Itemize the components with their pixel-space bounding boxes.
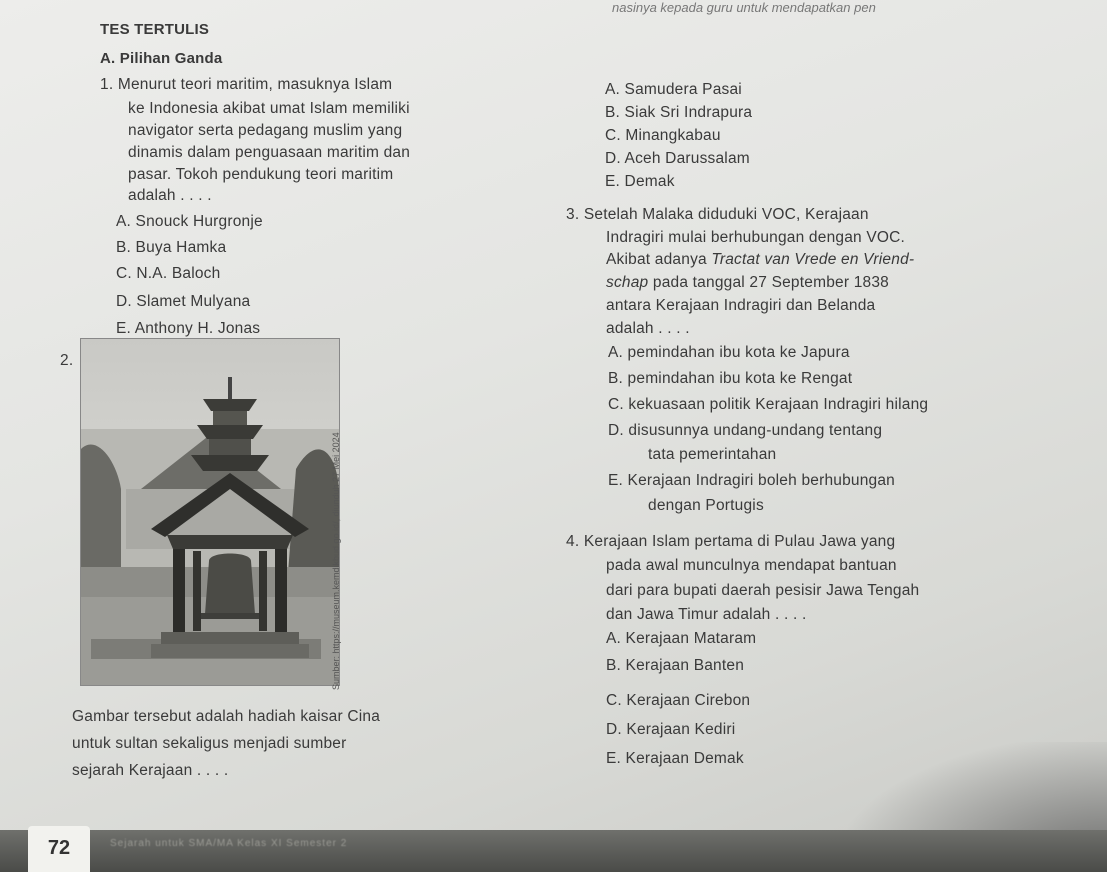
option-e[interactable]: E. Kerajaan Demak — [606, 750, 744, 767]
question-1-line: pasar. Tokoh pendukung teori maritim — [128, 166, 394, 183]
question-3-line: 3. Setelah Malaka diduduki VOC, Kerajaan — [566, 206, 869, 223]
option-c[interactable]: C. Kerajaan Cirebon — [606, 692, 751, 709]
option-b[interactable]: B. Siak Sri Indrapura — [605, 104, 753, 121]
question-4-line: pada awal munculnya mendapat bantuan — [606, 557, 897, 574]
question-2-line: sejarah Kerajaan . . . . — [72, 762, 229, 779]
question-4-line: dan Jawa Timur adalah . . . . — [606, 606, 807, 623]
question-3-text: pada tanggal 27 September 1838 — [648, 274, 889, 291]
page-number: 72 — [28, 826, 90, 872]
question-3-line: antara Kerajaan Indragiri dan Belanda — [606, 297, 876, 314]
option-b[interactable]: B. pemindahan ibu kota ke Rengat — [608, 370, 853, 387]
treaty-name: schap — [606, 274, 649, 291]
option-b[interactable]: B. Buya Hamka — [116, 239, 227, 256]
footer-running-text: Sejarah untuk SMA/MA Kelas XI Semester 2 — [110, 838, 348, 849]
bell-pavilion-photo — [80, 338, 340, 686]
section-heading: A. Pilihan Ganda — [100, 50, 223, 67]
option-a[interactable]: A. pemindahan ibu kota ke Japura — [608, 344, 850, 361]
question-2-line: untuk sultan sekaligus menjadi sumber — [72, 735, 347, 752]
option-a[interactable]: A. Kerajaan Mataram — [606, 630, 757, 647]
cut-off-header-text: nasinya kepada guru untuk mendapatkan pen — [612, 0, 876, 15]
option-a[interactable]: A. Samudera Pasai — [605, 81, 742, 98]
question-3-line — [606, 251, 914, 269]
photo-source-credit: Sumber: https://museum.kemdikbud.go.id/, diunduh 27 Mei 2024 — [331, 432, 341, 690]
option-d[interactable]: D. Kerajaan Kediri — [606, 721, 736, 738]
option-d[interactable]: D. Aceh Darussalam — [605, 150, 750, 167]
question-3-line: Indragiri mulai berhubungan dengan VOC. — [606, 229, 906, 246]
question-1-line: ke Indonesia akibat umat Islam memiliki — [128, 100, 410, 117]
option-e-continued[interactable]: dengan Portugis — [648, 497, 764, 514]
question-1-line: navigator serta pedagang muslim yang — [128, 122, 403, 139]
option-e[interactable]: E. Kerajaan Indragiri boleh berhubungan — [608, 472, 896, 489]
option-c[interactable]: C. kekuasaan politik Kerajaan Indragiri hilang — [608, 396, 929, 413]
question-2-number: 2. — [60, 352, 74, 369]
question-4-line: dari para bupati daerah pesisir Jawa Tengah — [606, 582, 920, 599]
page-title: TES TERTULIS — [100, 21, 210, 38]
question-4-line: 4. Kerajaan Islam pertama di Pulau Jawa yang — [566, 533, 896, 550]
option-c[interactable]: C. Minangkabau — [605, 127, 721, 144]
question-3-line: adalah . . . . — [606, 320, 690, 337]
question-2-line: Gambar tersebut adalah hadiah kaisar Cina — [72, 708, 381, 725]
option-d-continued[interactable]: tata pemerintahan — [648, 446, 777, 463]
question-1-line: dinamis dalam penguasaan maritim dan — [128, 144, 411, 161]
option-e[interactable]: E. Demak — [605, 173, 675, 190]
question-3-text: Akibat adanya — [606, 251, 712, 268]
option-a[interactable]: A. Snouck Hurgronje — [116, 213, 263, 230]
option-b[interactable]: B. Kerajaan Banten — [606, 657, 745, 674]
option-d[interactable]: D. Slamet Mulyana — [116, 293, 251, 310]
footer-band — [0, 830, 1107, 872]
question-1-line: 1. Menurut teori maritim, masuknya Islam — [100, 76, 393, 93]
option-c[interactable]: C. N.A. Baloch — [116, 265, 221, 282]
option-e[interactable]: E. Anthony H. Jonas — [116, 320, 261, 337]
question-3-line — [606, 274, 889, 292]
option-d[interactable]: D. disusunnya undang-undang tentang — [608, 422, 883, 439]
question-1-line: adalah . . . . — [128, 187, 212, 204]
treaty-name: Tractat van Vrede en Vriend- — [711, 251, 915, 268]
